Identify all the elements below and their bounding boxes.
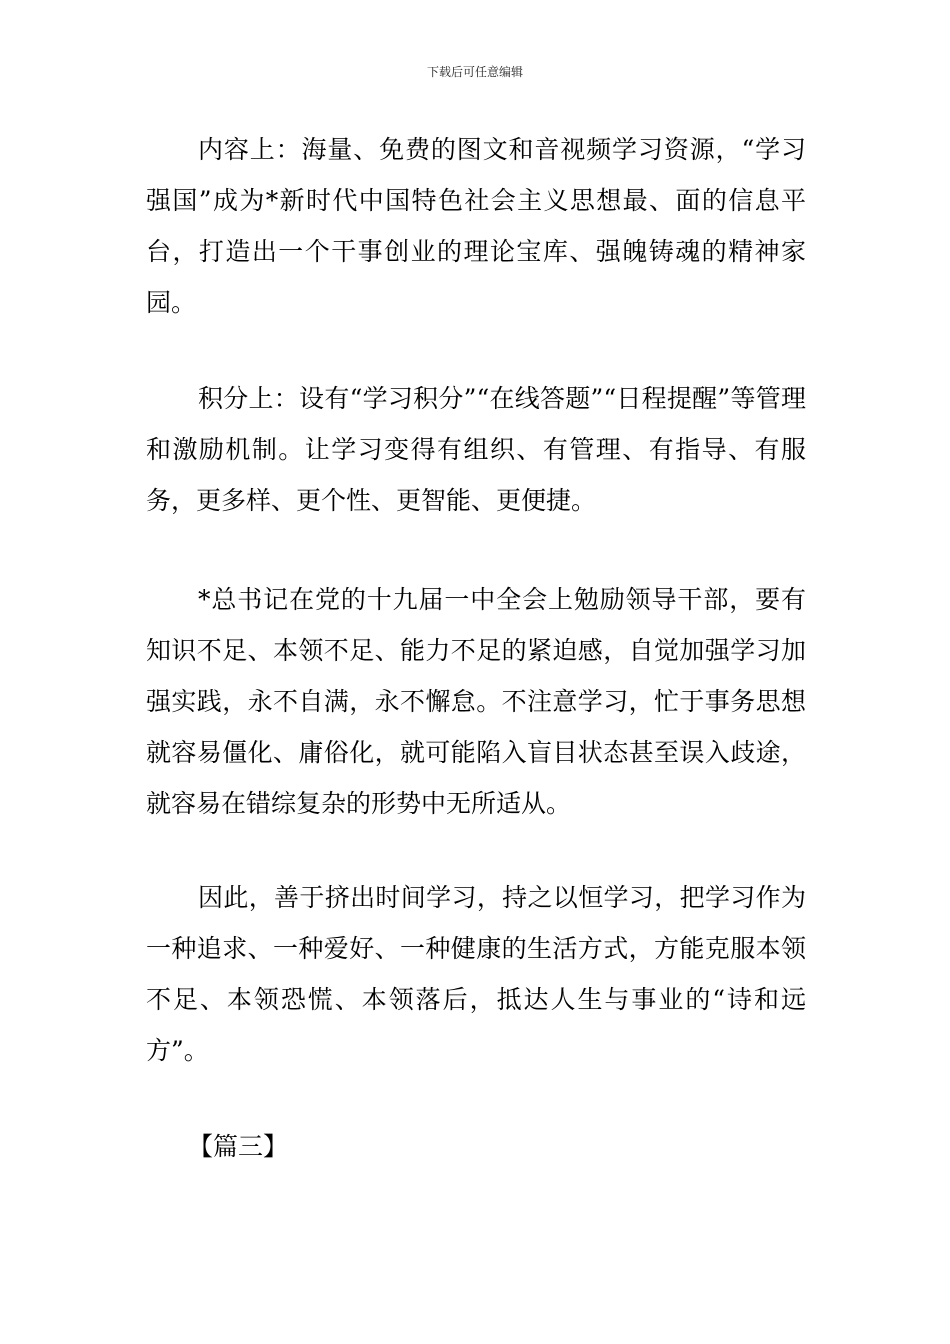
paragraph-quote: *总书记在党的十九届一中全会上勉励领导干部，要有知识不足、本领不足、能力不足的紧迫感，自觉加强学习加强实践，永不自满，永不懈怠。不注意学习，忙于事务思想就容易僵化、庸俗化，就可能陷入盲目状态甚至误入歧途，就容易在错综复杂的形势中无所适从。 <box>146 585 806 818</box>
paragraph-content: 内容上：海量、免费的图文和音视频学习资源，“学习强国”成为*新时代中国特色社会主义思想最、面的信息平台，打造出一个干事创业的理论宝库、强魄铸魂的精神家园。 <box>146 135 806 317</box>
header-note: 下载后可任意编辑 <box>426 65 523 79</box>
paragraph-conclusion: 因此，善于挤出时间学习，持之以恒学习，把学习作为一种追求、一种爱好、一种健康的生活方式，方能克服本领不足、本领恐慌、本领落后，抵达人生与事业的“诗和远方”。 <box>146 883 806 1065</box>
paragraph-points: 积分上：设有“学习积分”“在线答题”“日程提醒”等管理和激励机制。让学习变得有组织、有管理、有指导、有服务，更多样、更个性、更智能、更便捷。 <box>146 384 806 515</box>
section-heading: 【篇三】 <box>188 1132 289 1161</box>
